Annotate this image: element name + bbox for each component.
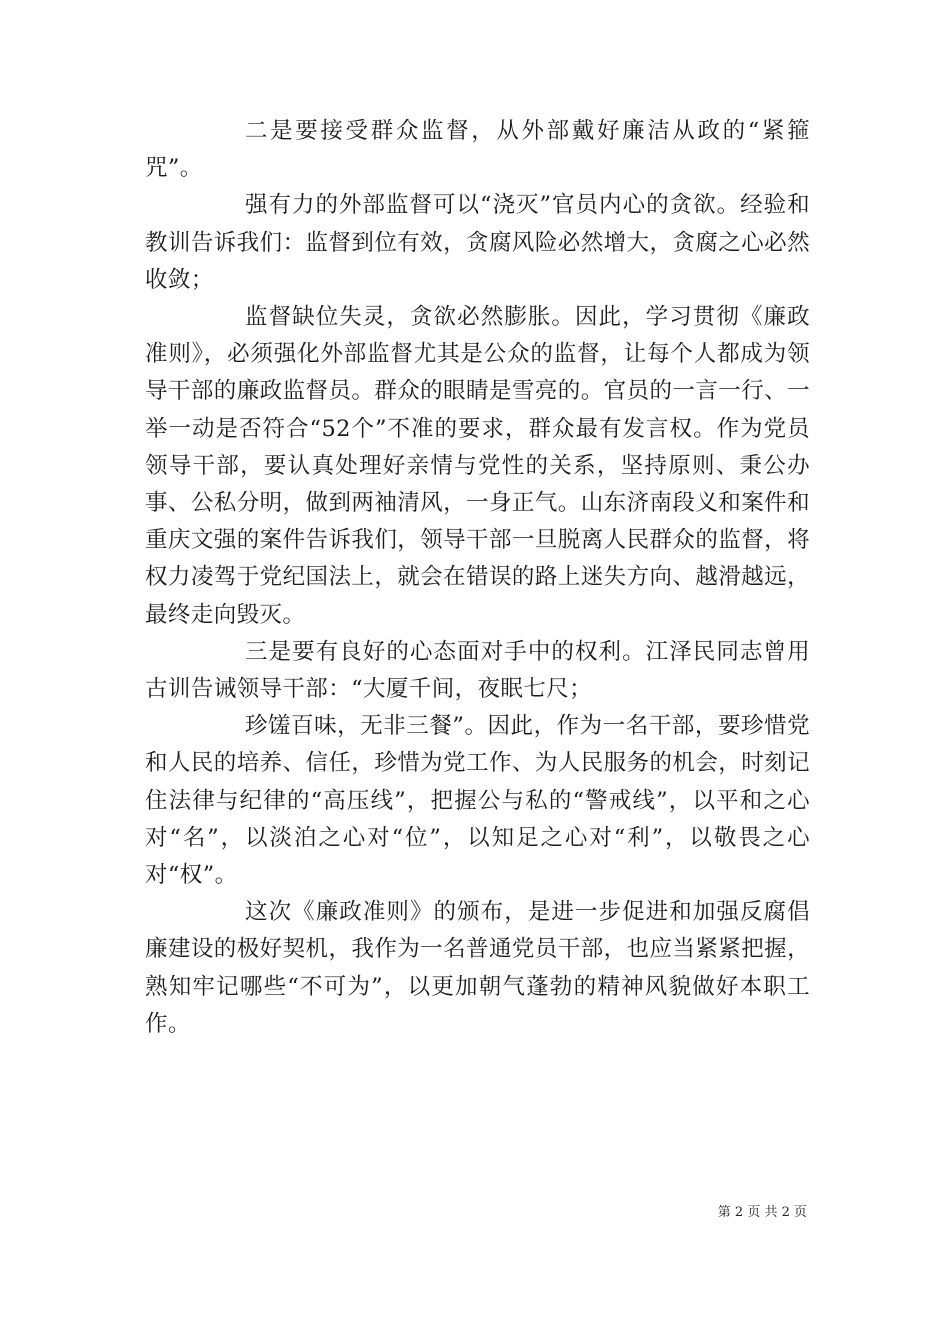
paragraph-2: 强有力的外部监督可以“浇灭”官员内心的贪欲。经验和教训告诉我们：监督到位有效，贪腐风险必然增大，贪腐之心必然收敛； — [145, 192, 810, 293]
page-number-footer: 第 2 页 共 2 页 — [717, 1205, 807, 1220]
paragraph-3: 监督缺位失灵，贪欲必然膨胀。因此，学习贯彻《廉政准则》，必须强化外部监督尤其是公众的监督，让每个人都成为领导干部的廉政监督员。群众的眼睛是雪亮的。官员的一言一行、一举一动是否符合“52个”不准的要求，群众最有发言权。作为党员领导干部，要认真处理好亲情与党性的关系，坚持原则、秉公办事、公私分明，做到两袖清风，一身正气。山东济南段义和案件和重庆文强的案件告诉我们，领导干部一旦脱离人民群众的监督，将权力凌驾于党纪国法上，就会在错误的路上迷失方向、越滑越远，最终走向毁灭。 — [145, 304, 810, 628]
paragraph-1: 二是要接受群众监督，从外部戴好廉洁从政的“紧箍咒”。 — [145, 118, 810, 182]
paragraph-5: 珍馐百味，无非三餐”。因此，作为一名干部，要珍惜党和人民的培养、信任，珍惜为党工作、为人民服务的机会，时刻记住法律与纪律的“高压线”，把握公与私的“警戒线”，以平和之心对“名”，以淡泊之心对“位”，以知足之心对“利”，以敬畏之心对“权”。 — [145, 713, 810, 889]
document-body — [145, 113, 810, 1043]
paragraph-4: 三是要有良好的心态面对手中的权利。江泽民同志曾用古训告诫领导干部：“大厦千间，夜眠七尺； — [145, 638, 810, 703]
paragraph-6: 这次《廉政准则》的颁布，是进一步促进和加强反腐倡廉建设的极好契机，我作为一名普通党员干部，也应当紧紧把握，熟知牢记哪些“不可为”，以更加朝气蓬勃的精神风貌做好本职工作。 — [145, 899, 810, 1037]
